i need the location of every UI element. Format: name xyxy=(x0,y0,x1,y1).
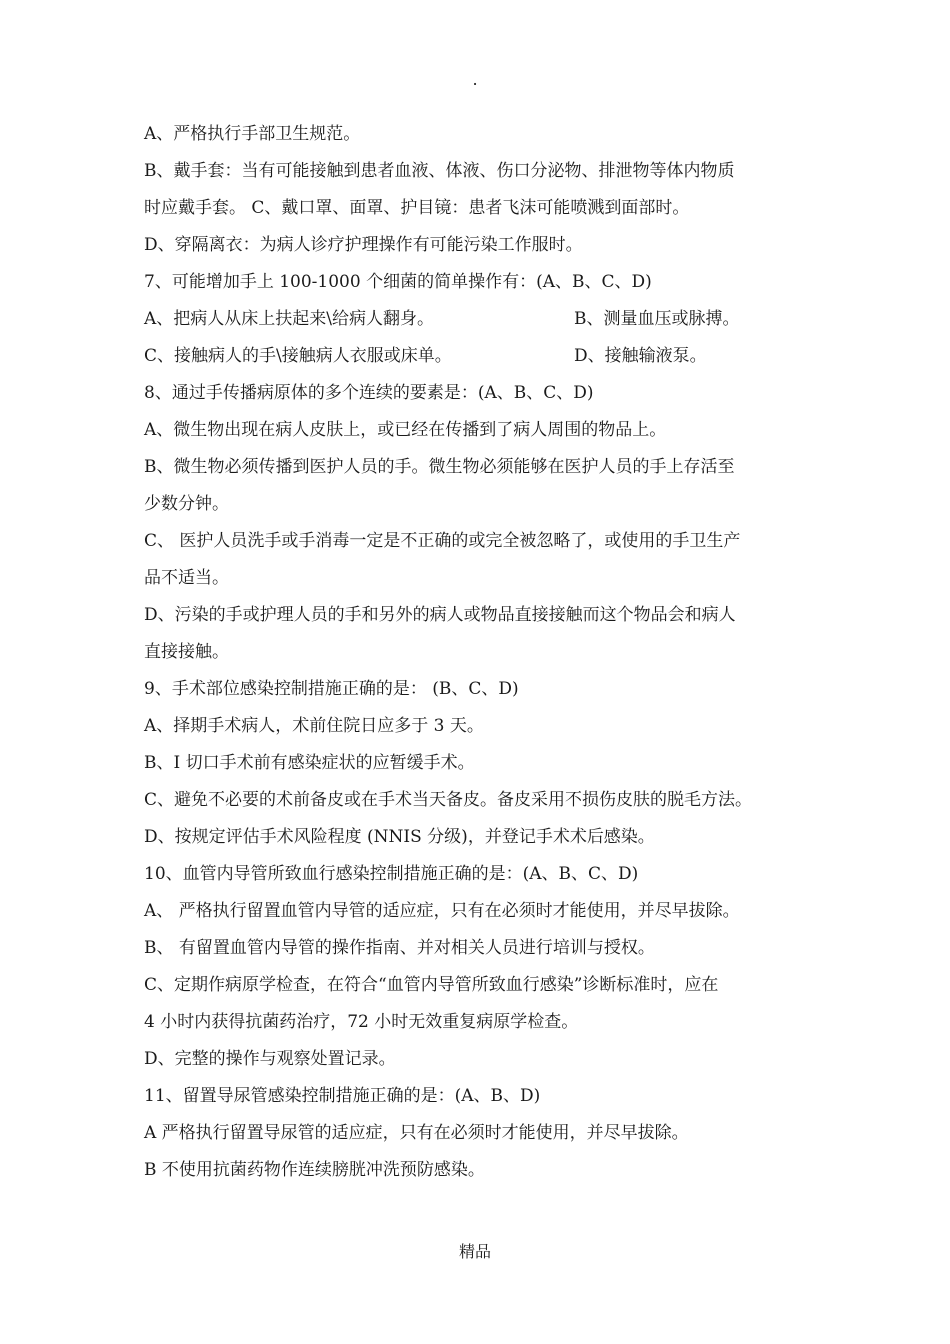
option-row xyxy=(144,338,814,375)
text-line: A、严格执行手部卫生规范。 xyxy=(144,124,361,144)
question-11-heading: 11、留置导尿管感染控制措施正确的是：(A、B、D) xyxy=(144,1086,541,1106)
text-line: D、污染的手或护理人员的手和另外的病人或物品直接接触而这个物品会和病人 xyxy=(144,605,736,625)
question-9-heading: 9、手术部位感染控制措施正确的是： (B、C、D) xyxy=(144,679,519,699)
text-line: C、定期作病原学检查，在符合“血管内导管所致血行感染”诊断标准时，应在 xyxy=(144,975,719,995)
text-line: B、戴手套：当有可能接触到患者血液、体液、伤口分泌物、排泄物等体内物质 xyxy=(144,161,735,181)
option-right: D、接触输液泵。 xyxy=(574,346,707,366)
text-line: A、微生物出现在病人皮肤上，或已经在传播到了病人周围的物品上。 xyxy=(144,420,667,440)
text-line: D、穿隔离衣：为病人诊疗护理操作有可能污染工作服时。 xyxy=(144,235,583,255)
text-line: B 不使用抗菌药物作连续膀胱冲洗预防感染。 xyxy=(144,1160,485,1180)
text-line: A、择期手术病人，术前住院日应多于 3 天。 xyxy=(144,716,484,736)
text-line: A、 严格执行留置血管内导管的适应症，只有在必须时才能使用，并尽早拔除。 xyxy=(144,901,740,921)
question-10-heading: 10、血管内导管所致血行感染控制措施正确的是：(A、B、C、D) xyxy=(144,864,639,884)
option-right: B、测量血压或脉搏。 xyxy=(574,309,740,329)
text-line: D、按规定评估手术风险程度 (NNIS 分级)，并登记手术术后感染。 xyxy=(144,827,655,847)
text-line: C、避免不必要的术前备皮或在手术当天备皮。备皮采用不损伤皮肤的脱毛方法。 xyxy=(144,790,753,810)
page-header-dot: . xyxy=(472,70,478,89)
text-line: C、 医护人员洗手或手消毒一定是不正确的或完全被忽略了，或使用的手卫生产 xyxy=(144,531,741,551)
text-line: B、I 切口手术前有感染症状的应暂缓手术。 xyxy=(144,753,475,773)
text-line: D、完整的操作与观察处置记录。 xyxy=(144,1049,396,1069)
text-line: A 严格执行留置导尿管的适应症，只有在必须时才能使用，并尽早拔除。 xyxy=(144,1123,689,1143)
option-row xyxy=(144,301,814,338)
text-line: B、微生物必须传播到医护人员的手。微生物必须能够在医护人员的手上存活至 xyxy=(144,457,735,477)
text-line: B、 有留置血管内导管的操作指南、并对相关人员进行培训与授权。 xyxy=(144,938,655,958)
page-footer: 精品 xyxy=(458,1242,491,1261)
option-left: A、把病人从床上扶起来\给病人翻身。 xyxy=(144,309,435,329)
question-7-heading: 7、可能增加手上 100-1000 个细菌的简单操作有：(A、B、C、D) xyxy=(144,272,652,292)
option-left: C、接触病人的手\接触病人衣服或床单。 xyxy=(144,346,452,366)
question-8-heading: 8、通过手传播病原体的多个连续的要素是：(A、B、C、D) xyxy=(144,383,594,403)
text-line: 直接接触。 xyxy=(144,642,229,662)
text-line: 时应戴手套。 C、戴口罩、面罩、护目镜：患者飞沫可能喷溅到面部时。 xyxy=(144,198,690,218)
document-body xyxy=(144,116,814,1189)
text-line: 4 小时内获得抗菌药治疗，72 小时无效重复病原学检查。 xyxy=(144,1012,579,1032)
text-line: 品不适当。 xyxy=(144,568,229,588)
text-line: 少数分钟。 xyxy=(144,494,229,514)
